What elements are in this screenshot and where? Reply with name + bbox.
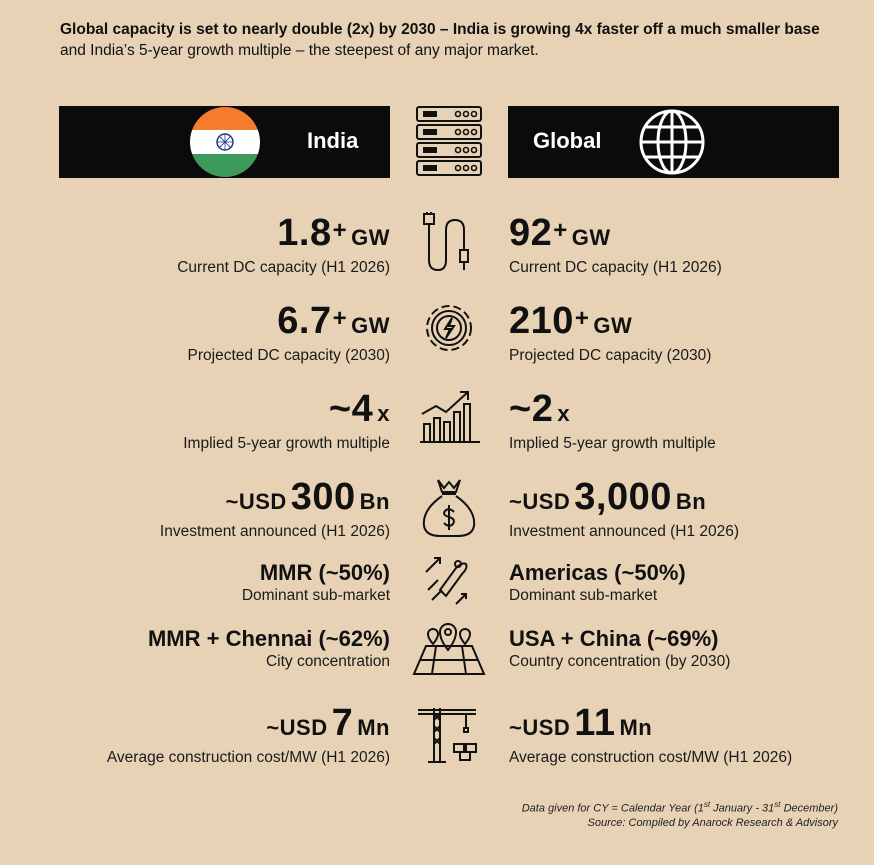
india-current-plus: + [332, 217, 348, 244]
map-pin-icon [410, 616, 488, 678]
footer-notes [522, 798, 838, 830]
globe-icon [636, 106, 708, 178]
india-sub-market-value: MMR (~50%) [259, 560, 390, 585]
global-investment [509, 477, 739, 541]
global-investment-unit: Bn [675, 489, 707, 514]
global-projected-plus: + [574, 305, 590, 332]
global-sub-market [509, 560, 686, 605]
global-growth-label: Implied 5-year growth multiple [509, 435, 716, 452]
footer-calendar-note: Data given for CY = Calendar Year (1st January - 31st December) [521, 800, 838, 815]
india-cost-label: Average construction cost/MW (H1 2026) [106, 749, 390, 766]
global-projected-capacity [509, 301, 711, 365]
global-growth-unit: x [557, 401, 571, 426]
global-sub-market-label: Dominant sub-market [509, 587, 658, 604]
india-investment-unit: Bn [359, 489, 390, 514]
intro-bold: Global capacity is set to nearly double (2x) by 2030 – India is growing 4x faster off a much smaller base [60, 21, 820, 38]
global-investment-prefix: ~USD [509, 489, 571, 514]
global-growth-value: ~2 [509, 388, 554, 430]
intro-text [60, 19, 840, 61]
india-growth-unit: x [377, 401, 390, 426]
global-growth-multiple [509, 389, 716, 453]
global-current-unit: GW [571, 225, 611, 250]
india-growth-multiple [183, 389, 390, 453]
global-cost-value: 11 [574, 702, 616, 744]
global-cost-unit: Mn [619, 715, 653, 740]
india-cost-value: 7 [331, 702, 354, 744]
india-projected-capacity [188, 301, 390, 365]
global-concentration-label: Country concentration (by 2030) [509, 653, 731, 670]
india-concentration [148, 626, 390, 671]
plug-icon [410, 210, 488, 276]
intro-rest: and India’s 5-year growth multiple – the steepest of any major market. [60, 42, 539, 59]
global-header [508, 106, 839, 178]
india-current-capacity [177, 213, 390, 277]
rocket-person-icon [410, 550, 488, 610]
global-projected-value: 210 [509, 300, 574, 342]
gear-bolt-icon [410, 294, 488, 362]
india-cost-prefix: ~USD [266, 715, 328, 740]
crane-icon [410, 700, 488, 766]
india-current-value: 1.8 [277, 212, 332, 254]
india-projected-unit: GW [351, 313, 390, 338]
india-concentration-label: City concentration [265, 653, 390, 670]
india-sub-market [242, 560, 390, 605]
growth-chart-icon [410, 384, 488, 448]
india-sub-market-label: Dominant sub-market [241, 587, 390, 604]
global-construction-cost [509, 703, 792, 767]
india-projected-value: 6.7 [277, 300, 332, 342]
global-projected-unit: GW [593, 313, 633, 338]
india-concentration-value: MMR + Chennai (~62%) [147, 626, 390, 651]
india-flag-icon [189, 106, 261, 178]
global-current-value: 92 [509, 212, 553, 254]
money-bag-icon [410, 474, 488, 540]
india-current-unit: GW [351, 225, 390, 250]
india-growth-label: Implied 5-year growth multiple [183, 435, 390, 452]
global-concentration-value: USA + China (~69%) [509, 626, 719, 651]
india-current-label: Current DC capacity (H1 2026) [177, 259, 390, 276]
india-investment-prefix: ~USD [225, 489, 287, 514]
footer-source: Source: Compiled by Anarock Research & Advisory [587, 816, 838, 829]
india-investment-label: Investment announced (H1 2026) [159, 523, 390, 540]
global-sub-market-value: Americas (~50%) [509, 560, 686, 585]
global-cost-prefix: ~USD [509, 715, 571, 740]
global-concentration [509, 626, 730, 671]
india-investment [160, 477, 390, 541]
server-icon [414, 104, 484, 180]
india-projected-plus: + [332, 305, 348, 332]
india-construction-cost [107, 703, 390, 767]
india-projected-label: Projected DC capacity (2030) [187, 347, 390, 364]
india-growth-value: ~4 [328, 388, 374, 430]
global-title: Global [533, 128, 602, 153]
india-cost-unit: Mn [357, 715, 390, 740]
global-current-label: Current DC capacity (H1 2026) [509, 259, 722, 276]
global-projected-label: Projected DC capacity (2030) [509, 347, 712, 364]
global-current-capacity [509, 213, 722, 277]
global-investment-label: Investment announced (H1 2026) [509, 523, 740, 540]
global-cost-label: Average construction cost/MW (H1 2026) [509, 749, 793, 766]
global-investment-value: 3,000 [574, 476, 672, 518]
india-header [59, 106, 390, 178]
india-investment-value: 300 [290, 476, 356, 518]
global-current-plus: + [553, 217, 568, 244]
india-title: India [307, 128, 359, 153]
